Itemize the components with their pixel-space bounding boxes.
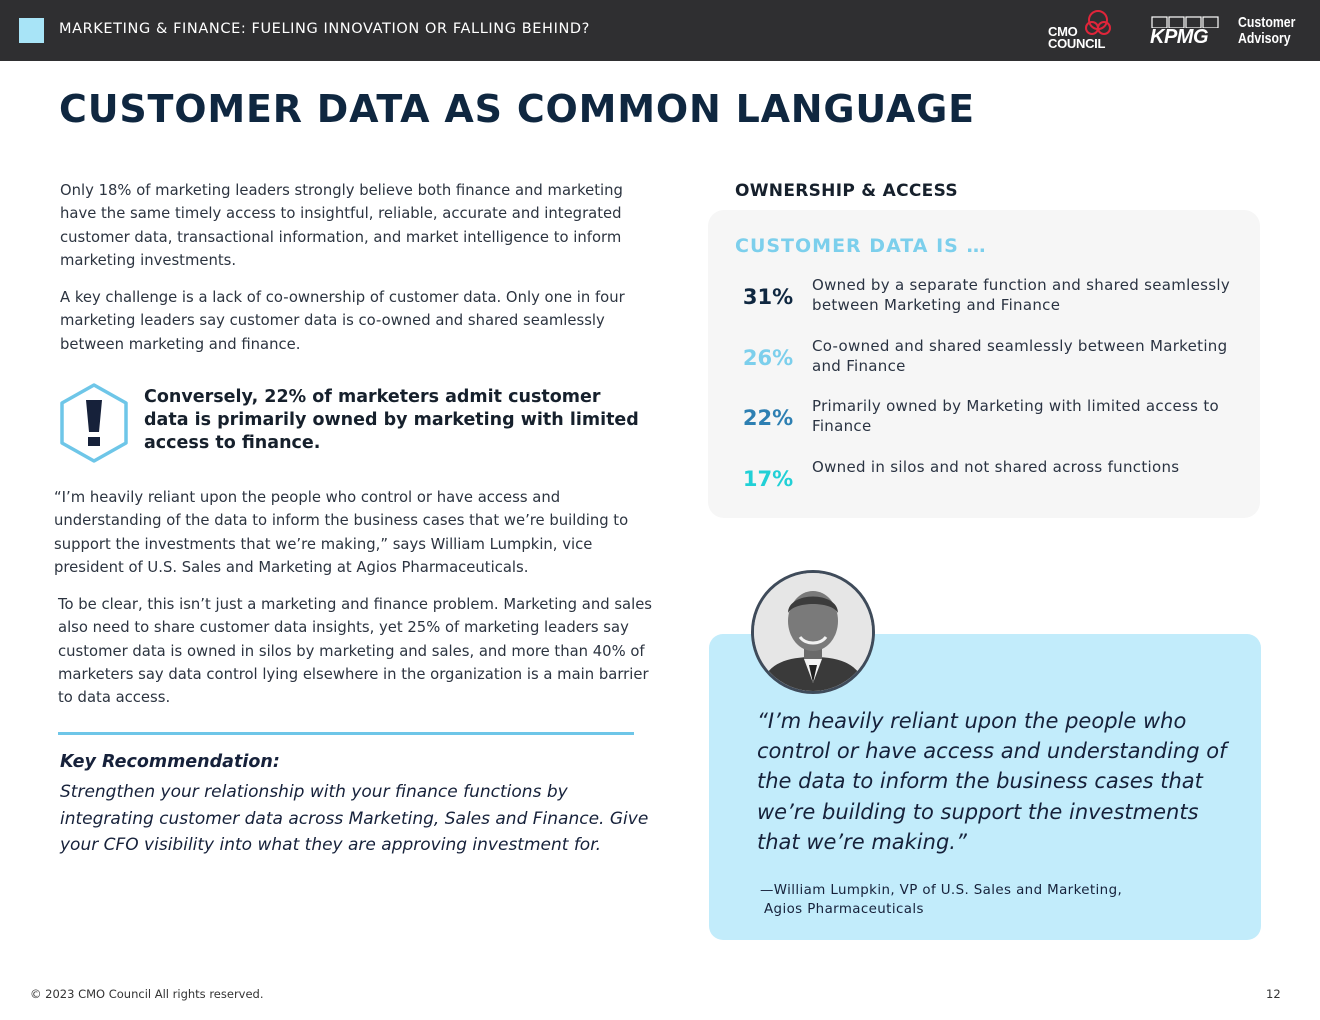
intro-paragraph: Only 18% of marketing leaders strongly believe both finance and marketing have the same timely access to insightful, reliable, accurate and integrated customer data, transactional information, and market intelligence to inform marketing investments. xyxy=(60,182,623,269)
stat-description: Primarily owned by Marketing with limited access to Finance xyxy=(812,397,1220,435)
exclamation-hexagon-icon xyxy=(59,382,129,464)
stat-description: Co-owned and shared seamlessly between Marketing and Finance xyxy=(812,337,1228,375)
stat-row xyxy=(735,337,1235,386)
callout-statement: Conversely, 22% of marketers admit customer data is primarily owned by marketing with limited access to finance. xyxy=(144,387,639,453)
header-accent-square xyxy=(19,18,44,43)
key-recommendation-label: Key Recommendation: xyxy=(60,752,280,772)
divider xyxy=(58,732,634,735)
stat-row xyxy=(735,276,1235,325)
cmo-logo-line1: CMO xyxy=(1048,24,1078,39)
page-header xyxy=(0,0,1320,61)
stat-row xyxy=(735,397,1235,446)
header-title: MARKETING & FINANCE: FUELING INNOVATION OR FALLING BEHIND? xyxy=(59,21,590,37)
quote-text: “I’m heavily reliant upon the people who control or have access and understanding of the data to inform the business cases that we’re building to support the investments that we’re making.” xyxy=(757,709,1227,854)
cmo-logo-mark-icon xyxy=(1083,9,1113,39)
key-recommendation-text: Strengthen your relationship with your finance functions by integrating customer data across Marketing, Sales and Finance. Give your CFO visibility into what they are approving investment for. xyxy=(60,782,649,856)
attribution-line-2: Agios Pharmaceuticals xyxy=(764,901,924,917)
copyright: © 2023 CMO Council All rights reserved. xyxy=(30,987,264,1001)
avatar xyxy=(751,570,875,694)
stat-percent: 22% xyxy=(742,406,794,430)
quote-attribution xyxy=(760,882,1180,919)
attribution-line-1: —William Lumpkin, VP of U.S. Sales and Marketing, xyxy=(760,883,1123,898)
customer-label: Customer xyxy=(1238,14,1296,31)
stat-percent: 17% xyxy=(742,467,794,491)
stat-description: Owned by a separate function and shared seamlessly between Marketing and Finance xyxy=(812,276,1231,314)
ownership-access-heading: OWNERSHIP & ACCESS xyxy=(735,181,958,201)
kpmg-logo: KPMG xyxy=(1150,26,1208,48)
silos-paragraph: To be clear, this isn’t just a marketing and finance problem. Marketing and sales also need to share customer data insights, yet 25% of marketing leaders say customer data is owned in silos by marketing and sales, and more than 40% of marketers say data control lying elsewhere in the organization is a main barrier to data access. xyxy=(58,596,653,707)
customer-advisory-label xyxy=(1238,15,1295,47)
stat-description: Owned in silos and not shared across functions xyxy=(812,458,1180,476)
page-number: 12 xyxy=(1266,987,1281,1001)
stat-percent: 26% xyxy=(742,346,794,370)
person-photo-icon xyxy=(754,573,872,691)
lumpkin-quote-paragraph: “I’m heavily reliant upon the people who control or have access and understanding of the data to inform the business cases that we’re building to support the investments that we’re making,” says William Lumpkin, vice president of U.S. Sales and Marketing at Agios Pharmaceuticals. xyxy=(54,489,629,576)
page-title: CUSTOMER DATA AS COMMON LANGUAGE xyxy=(59,87,975,131)
customer-data-is-heading: CUSTOMER DATA IS … xyxy=(735,235,987,257)
cmo-logo-line2: COUNCIL xyxy=(1048,36,1106,51)
advisory-label: Advisory xyxy=(1238,30,1291,47)
challenge-paragraph: A key challenge is a lack of co-ownership of customer data. Only one in four marketing leaders say customer data is co-owned and shared seamlessly between marketing and finance. xyxy=(60,289,625,353)
stat-row xyxy=(735,458,1235,507)
stat-percent: 31% xyxy=(742,285,794,309)
